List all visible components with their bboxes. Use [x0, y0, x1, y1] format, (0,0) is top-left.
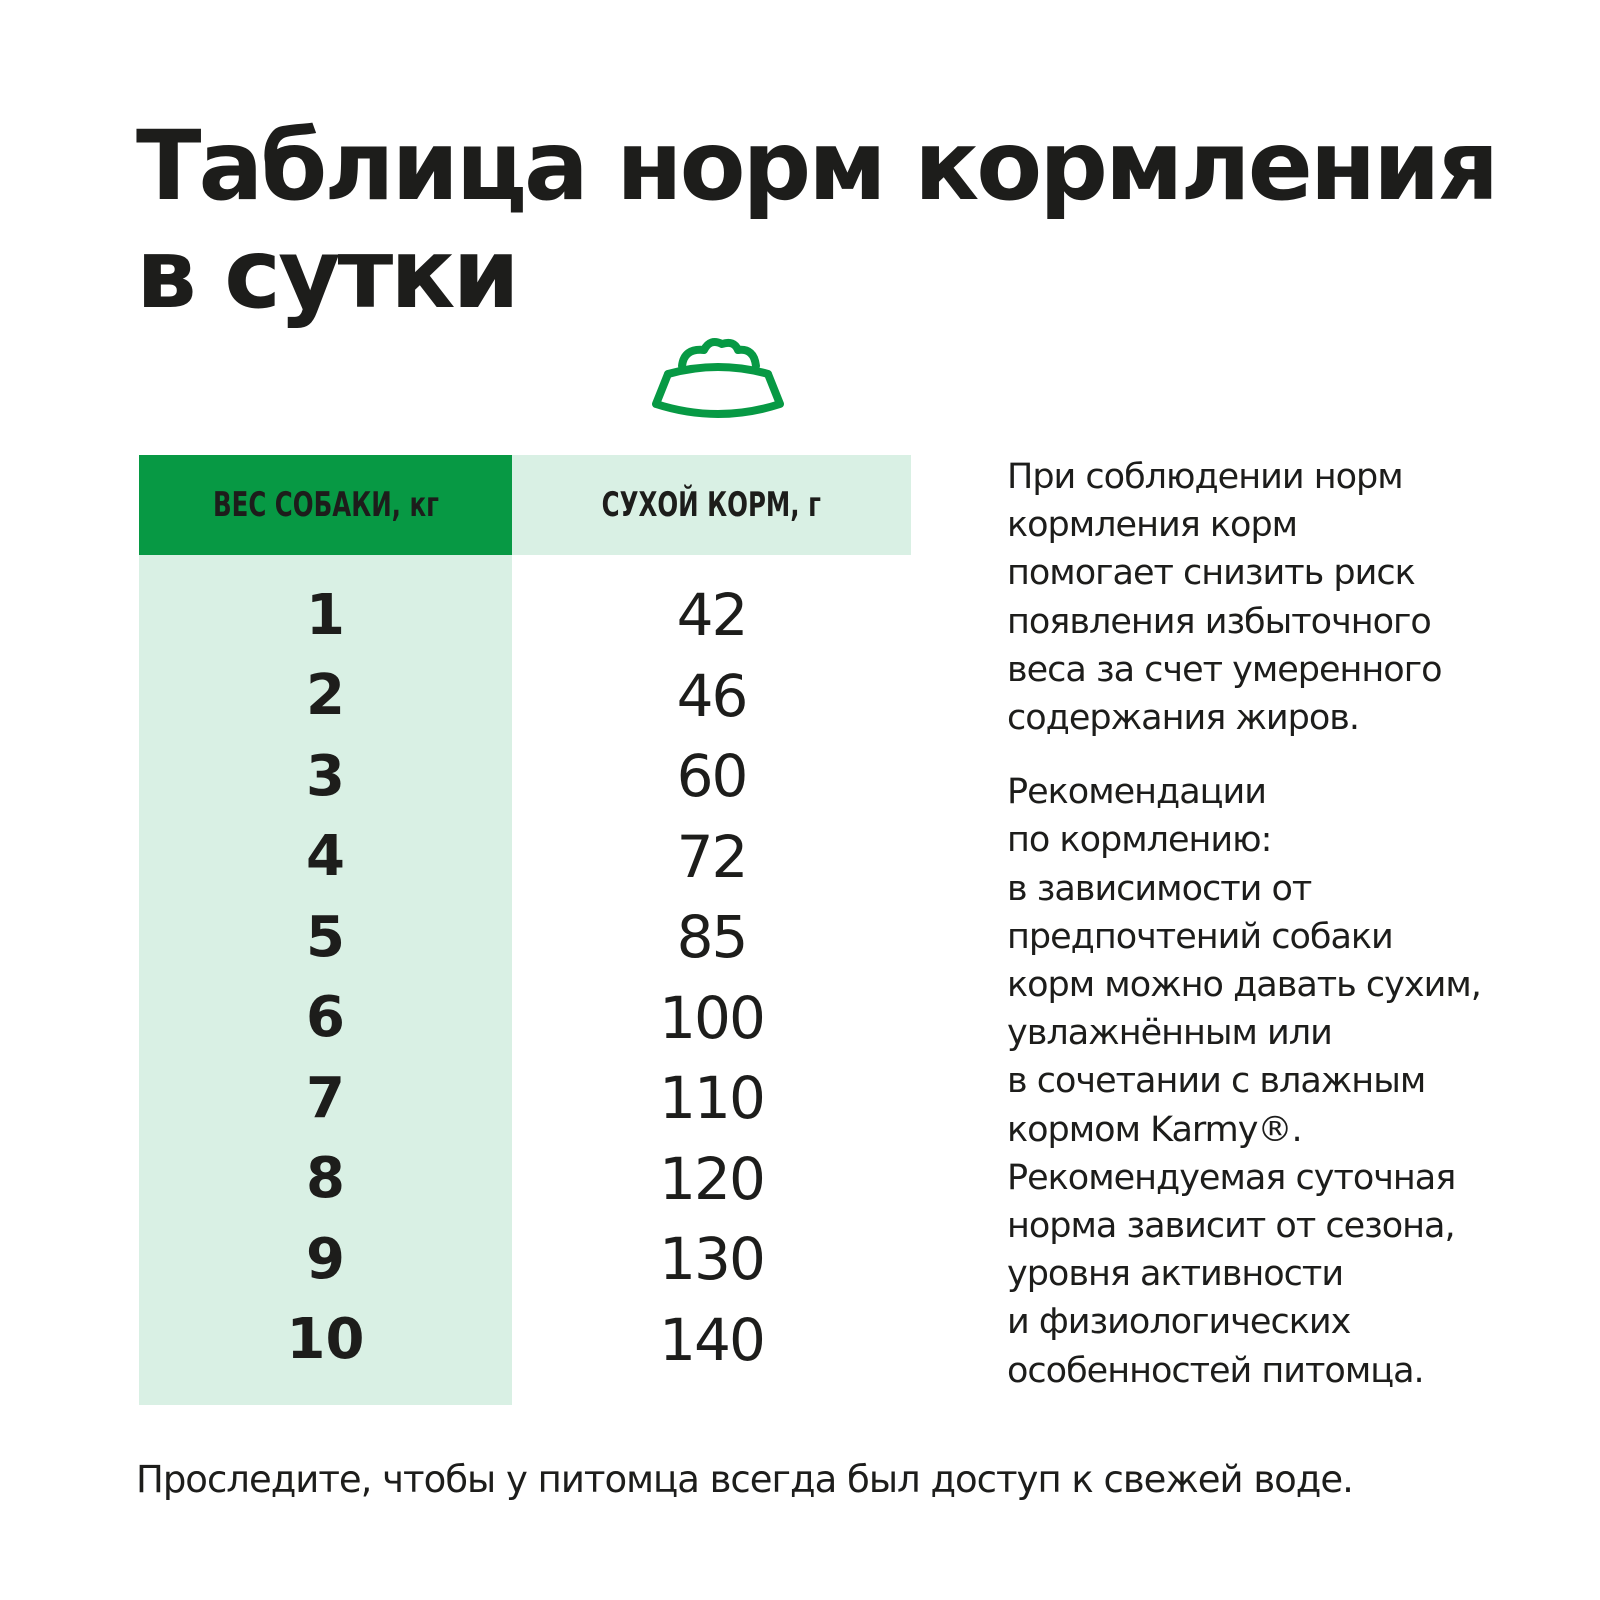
page-title-line-1: Таблица норм кормления — [136, 110, 1497, 222]
text-line: помогает снизить риск — [1007, 553, 1415, 594]
text-line: в зависимости от — [1007, 868, 1312, 909]
food-cell: 140 — [659, 1305, 764, 1374]
weight-header-label: ВЕС СОБАКИ, кг — [212, 485, 439, 525]
text-line: уровня активности — [1007, 1254, 1344, 1295]
weight-cell: 3 — [306, 743, 345, 809]
table-row — [139, 877, 911, 972]
text-line: и физиологических — [1007, 1302, 1351, 1343]
food-header-label: СУХОЙ КОРМ, г — [601, 485, 822, 525]
food-cell: 46 — [676, 661, 747, 730]
table-row — [139, 1038, 911, 1133]
food-cell: 100 — [659, 983, 764, 1052]
weight-cell: 7 — [306, 1065, 345, 1131]
text-line: При соблюдении норм — [1007, 457, 1403, 497]
description-paragraph-1 — [1007, 453, 1527, 742]
table-row — [139, 1119, 911, 1213]
food-cell: 60 — [676, 742, 747, 811]
text-line: особенностей питомца. — [1007, 1350, 1424, 1391]
weight-cell: 10 — [286, 1307, 365, 1373]
text-line: по кормлению: — [1007, 820, 1272, 861]
text-line: веса за счет умеренного — [1007, 649, 1442, 690]
table-row — [139, 555, 911, 650]
table-row — [139, 1199, 911, 1294]
food-cell: 72 — [676, 822, 747, 891]
weight-cell: 1 — [306, 582, 345, 648]
table-row — [139, 636, 911, 730]
page-title-line-2: в сутки — [136, 218, 517, 330]
description-paragraph-2 — [1007, 768, 1527, 1395]
food-column-header — [512, 455, 911, 555]
weight-cell: 9 — [306, 1226, 345, 1292]
text-line: кормом Karmy®. — [1007, 1109, 1302, 1150]
food-cell: 130 — [659, 1225, 764, 1294]
weight-cell: 8 — [306, 1146, 345, 1212]
text-line: Рекомендации — [1007, 772, 1266, 813]
text-line: кормления корм — [1007, 505, 1298, 546]
table-row — [139, 958, 911, 1052]
description-text — [1007, 453, 1527, 1395]
food-cell: 42 — [676, 581, 747, 650]
food-cell: 120 — [659, 1144, 764, 1213]
text-line: Рекомендуемая суточная — [1007, 1157, 1456, 1198]
table-row — [139, 797, 911, 891]
weight-cell: 4 — [306, 824, 345, 890]
weight-cell: 6 — [306, 985, 345, 1051]
text-line: предпочтений собаки — [1007, 916, 1393, 957]
feeding-table — [139, 455, 911, 1405]
text-line: корм можно давать сухим, — [1007, 965, 1481, 1006]
weight-column-header — [139, 455, 512, 555]
weight-cell: 2 — [306, 663, 345, 729]
text-line: увлажнённым или — [1007, 1013, 1332, 1054]
food-cell: 85 — [676, 903, 747, 972]
food-bowl-icon — [648, 336, 788, 420]
weight-cell: 5 — [306, 904, 345, 970]
text-line: содержания жиров. — [1007, 698, 1360, 739]
page-title — [136, 112, 1496, 328]
table-body — [139, 555, 911, 1374]
food-cell: 110 — [659, 1064, 764, 1133]
footer-note: Проследите, чтобы у питомца всегда был доступ к свежей воде. — [136, 1458, 1353, 1501]
text-line: норма зависит от сезона, — [1007, 1206, 1455, 1247]
text-line: появления избыточного — [1007, 601, 1431, 642]
text-line: в сочетании с влажным — [1007, 1061, 1426, 1102]
table-row — [139, 1280, 911, 1374]
table-row — [139, 716, 911, 811]
